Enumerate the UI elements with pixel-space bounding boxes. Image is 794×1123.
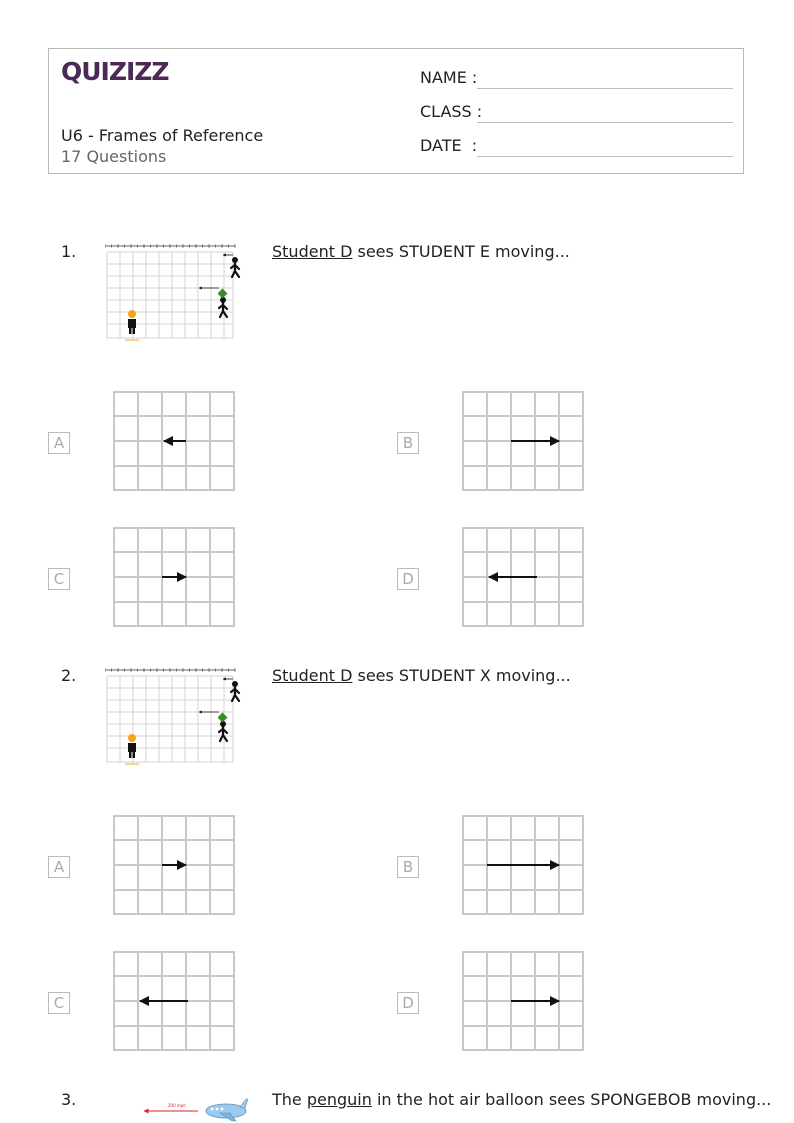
date-label: DATE : (420, 136, 478, 155)
option-b[interactable]: B (397, 432, 419, 454)
option-a-image[interactable] (113, 815, 237, 917)
name-label: NAME : (420, 68, 478, 87)
option-d[interactable]: D (397, 568, 419, 590)
option-a-image[interactable] (113, 391, 237, 493)
question-link: penguin (306, 1090, 372, 1109)
question-text: The penguin in the hot air balloon sees SPONGEBOB moving... (272, 1090, 772, 1109)
airplane-icon (206, 1099, 248, 1121)
option-c-image[interactable] (113, 951, 237, 1053)
option-d[interactable]: D (397, 992, 419, 1014)
option-c[interactable]: C (48, 992, 70, 1014)
option-a[interactable]: A (48, 856, 70, 878)
question-count: 17 Questions (61, 147, 167, 166)
name-line[interactable] (477, 88, 733, 89)
question-number: 3. (61, 1090, 77, 1109)
question-number: 1. (61, 242, 77, 261)
date-line[interactable] (477, 156, 733, 157)
question-text: Student D sees STUDENT E moving... (272, 242, 570, 261)
question-image (105, 240, 245, 356)
worksheet-title: U6 - Frames of Reference (61, 126, 264, 145)
option-b-image[interactable] (462, 815, 586, 917)
class-line[interactable] (477, 122, 733, 123)
option-c[interactable]: C (48, 568, 70, 590)
quizizz-logo: QUIZIZZ (61, 57, 169, 86)
option-b[interactable]: B (397, 856, 419, 878)
worksheet-header (48, 48, 744, 174)
option-d-image[interactable] (462, 527, 586, 629)
question-text: Student D sees STUDENT X moving... (272, 666, 571, 685)
option-a[interactable]: A (48, 432, 70, 454)
question-link: Student D (272, 666, 353, 685)
question-link: Student D (272, 242, 353, 261)
option-b-image[interactable] (462, 391, 586, 493)
option-d-image[interactable] (462, 951, 586, 1053)
option-c-image[interactable] (113, 527, 237, 629)
question-image (140, 1095, 250, 1123)
question-number: 2. (61, 666, 77, 685)
question-image (105, 664, 245, 780)
plane-speed-label: 200 mph (168, 1103, 186, 1108)
class-label: CLASS : (420, 102, 483, 121)
